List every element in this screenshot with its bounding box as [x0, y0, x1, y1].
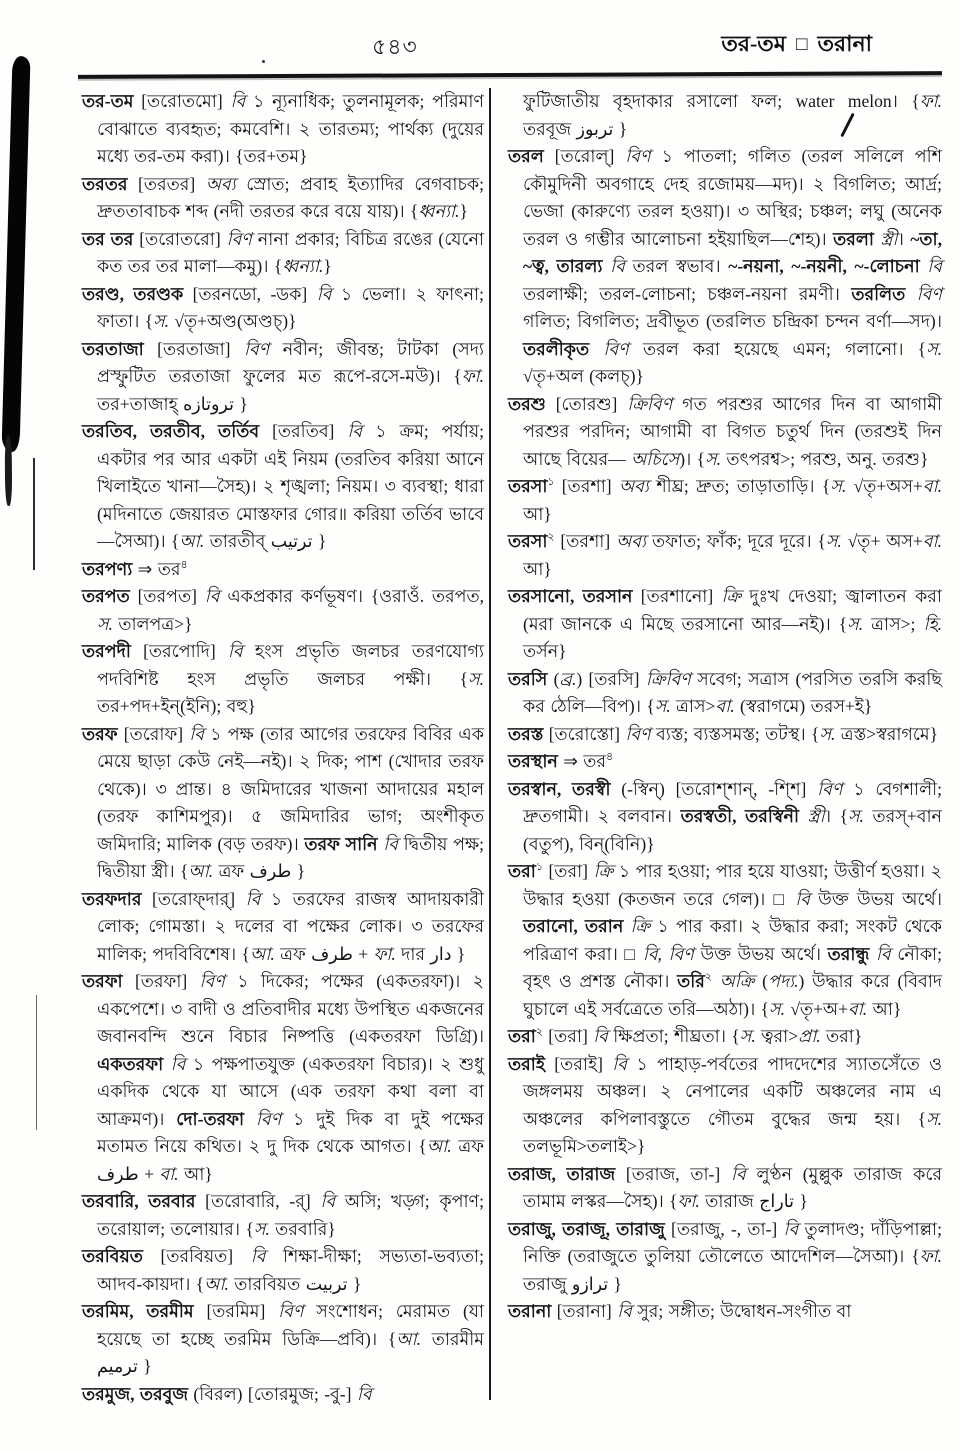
- grammar-label: ক্রিবিণ: [627, 393, 673, 414]
- definition-text: উক্ত উভয় অর্থে।: [809, 888, 943, 909]
- headword: তরফ: [82, 723, 118, 744]
- definition-text: একপ্রকার কর্ণভূষণ। {ওরাওঁ. তরপত,: [219, 586, 485, 606]
- definition-text: শিক্ষা-দীক্ষা; সভ্যতা-ভব্যতা; আদব-কায়দা। {: [97, 1246, 484, 1294]
- headword: তরলিত: [851, 283, 906, 304]
- definition-text: ১ ক্রম; পর্যায়; একটার পর আর একটা এই নিয়ম (তরতিব করিয়া আনে খিলাইতে খানা—সৈহ)। ২ শৃঙ্খলা; নিয়ম। ৩ ব্যবস্থা; ধারা (মদিনাতে জেয়ারত মোস্তফার গোর॥ করিয়া তর্তিব ভাবে—সৈআ)। {: [97, 421, 485, 551]
- definition-text: তফাত; ফাঁক; দূরে দূরে। {: [646, 531, 826, 551]
- grammar-label: আ.: [426, 1136, 452, 1156]
- definition-text: [তরনডো, -ডক]: [183, 283, 317, 304]
- dictionary-entry: [508, 858, 942, 1023]
- definition-text: [905, 284, 916, 304]
- definition-text: [তরোবারি, -র্]: [195, 1191, 321, 1211]
- definition-text: নৌকা; বৃহৎ ও প্রশস্ত নৌকা।: [523, 943, 942, 991]
- dictionary-entry: [82, 1243, 484, 1298]
- headword: তরবিয়ত: [82, 1246, 143, 1266]
- grammar-label: বা.: [847, 998, 868, 1019]
- definition-text: ত্রাস>: [670, 696, 716, 716]
- headword: তরানো, তরান: [523, 916, 624, 936]
- headword: তরাজু, তরাজূ, তারাজু: [508, 1218, 665, 1239]
- grammar-label: বি: [783, 1218, 799, 1239]
- grammar-label: আ.: [204, 1273, 229, 1294]
- dictionary-entry: [508, 1051, 942, 1161]
- definition-text: তৎপরশ্ব>; পরশু, অনু. তরশু}: [721, 448, 929, 469]
- headword: তরণ্ড, তরণ্ডক: [82, 283, 184, 304]
- definition-text: (স্বরাগমে) তরস+ই}: [734, 696, 873, 716]
- grammar-label: বিণ: [603, 338, 629, 359]
- definition-text: ১ পার হওয়া; পার হয়ে যাওয়া; উত্তীর্ণ হওয়া। ২ উদ্ধার হওয়া (কতজন তরে গেল)। □: [523, 861, 942, 909]
- page-number: ৫৪৩: [372, 34, 418, 59]
- grammar-label: স.: [705, 448, 722, 469]
- grammar-label: অক্রি: [719, 971, 755, 991]
- grammar-label: বিণ: [199, 971, 225, 991]
- definition-text: নানা প্রকার; বিচিত্র রঙের (যেনো কত তর তর মালা—কমু)। {: [97, 228, 484, 276]
- grammar-label: প্রা.: [798, 1026, 821, 1046]
- definition-text: [589, 339, 603, 359]
- headword: ~তা, ~ত্ব, তারল্য: [523, 228, 942, 276]
- definition-text: আ}: [523, 503, 552, 524]
- definition-text: ১ পাতলা; গলিত (তরল সলিলে পশি কৌমুদিনী অবগাহে দেহ রজোময়—মদ)। ২ বিগলিত; আর্দ্র; ভেজা (কারুণ্যে তরল হওয়া)। ৩ অস্থির; চঞ্চল; লঘু (অনেক তরল ও গম্ভীর আলোচনা হইয়াছিল—শেহ)।: [523, 146, 942, 249]
- definition-text: তারমীম ترميم }: [97, 1328, 484, 1376]
- grammar-label: বি: [316, 283, 332, 304]
- headword: তরস্বান, তরস্বী: [508, 778, 611, 799]
- grammar-label: স.: [847, 806, 864, 826]
- definition-text: তালপত্র>}: [112, 613, 193, 634]
- grammar-label: আ.: [249, 943, 275, 964]
- definition-text: [602, 256, 610, 276]
- definition-text: [তরমিম]: [193, 1301, 279, 1321]
- grammar-label: বিণ: [625, 723, 651, 744]
- dictionary-entry: [508, 583, 942, 666]
- definition-text: ১ ভেলা। ২ ফাৎনা; ফাতা। {: [97, 283, 484, 331]
- scan-line-artifact: [33, 458, 35, 570]
- definition-text: [তরোল্]: [543, 146, 626, 166]
- grammar-label: বি: [617, 1301, 632, 1321]
- grammar-label: অচিসে: [631, 448, 680, 469]
- headword: তরসা: [508, 531, 548, 551]
- definition-text: [তোরশু]: [545, 393, 628, 414]
- grammar-label: বা.: [159, 1163, 179, 1184]
- grammar-label: স.: [926, 1108, 942, 1129]
- grammar-label: ফা.: [461, 366, 484, 386]
- dictionary-entry: [508, 143, 942, 391]
- grammar-label: বা.: [922, 476, 942, 496]
- definition-text: ১ পাহাড়-পর্বতের পাদদেশের স্যাতসেঁতে ও জঙ্গলময় অঞ্চল। ২ নেপালের একটি অঞ্চলের নাম এ অঞ্চলের কপিলাবস্তুতে গৌতম বুদ্ধের জন্ম হয়। {: [523, 1053, 943, 1129]
- headword: একতরফা: [97, 1053, 164, 1074]
- dictionary-entry: [508, 666, 942, 721]
- definition-text: দুঃখ দেওয়া; জ্বালাতন করা (মরা জানকে এ মিছে তরসানো আর—নই)। {: [523, 586, 942, 634]
- definition-text: লুণ্ঠন (মুল্লুক তারাজ করে তামাম লস্কর—সৈহ)। {: [523, 1163, 942, 1211]
- grammar-label: আ.: [179, 531, 205, 551]
- grammar-label: ধ্বন্যা.: [282, 256, 324, 276]
- headword: তরতর: [82, 173, 128, 194]
- grammar-label: বি: [250, 1246, 266, 1266]
- grammar-label: ফা.: [919, 1246, 942, 1266]
- homonym-superscript: ৪: [180, 558, 188, 571]
- definition-text: [তরশানো]: [632, 586, 722, 606]
- grammar-label: স.: [847, 613, 864, 634]
- definition-text: [তরপত]: [129, 586, 205, 606]
- homonym-superscript: ৪: [606, 751, 614, 764]
- dictionary-entry: [82, 583, 484, 638]
- homonym-superscript: ১: [535, 861, 543, 874]
- grammar-label: ধ্বন্যা.: [418, 201, 460, 221]
- headword: তরাই: [508, 1053, 545, 1074]
- homonym-superscript: ২: [704, 971, 712, 984]
- dictionary-entry: [508, 1298, 942, 1326]
- definition-text: তারবিয়ত تربيت }: [228, 1273, 362, 1294]
- definition-text: ত্রফ طرف +: [97, 1136, 484, 1184]
- definition-text: [তরতর]: [127, 173, 206, 194]
- grammar-label: স.: [830, 476, 847, 496]
- definition-text: ১ তরফের রাজস্ব আদায়কারী লোক; গোমস্তা। ২ দলের বা পক্ষের লোক। ৩ তরফের মালিক; পদবিবিশেষ। {: [97, 888, 484, 964]
- definition-text: তরবূজ تربوز }: [523, 118, 628, 139]
- grammar-label: বিণ: [625, 146, 651, 166]
- grammar-label: বি: [245, 888, 261, 909]
- dictionary-entry: [82, 1381, 484, 1409]
- grammar-label: ফা.: [919, 91, 942, 111]
- homonym-superscript: ১: [547, 476, 555, 489]
- grammar-label: বা.: [715, 696, 735, 716]
- dictionary-entry: [82, 171, 484, 226]
- definition-text: [তরানা]: [551, 1301, 618, 1321]
- guide-word-right: তরানা: [817, 31, 872, 56]
- headword: তরলা: [833, 228, 875, 249]
- grammar-label: স.: [253, 1218, 270, 1239]
- definition-text: তর+পদ+ইন্(ইনি); বহু}: [97, 696, 256, 716]
- grammar-label: স্ত্রী: [807, 806, 825, 826]
- definition-text: √তৃ+অল (কলচ্)}: [523, 366, 644, 386]
- column-divider: [489, 88, 491, 1400]
- definition-text: √তৃ+অণ্ড(অণ্ডচ্)}: [169, 311, 297, 331]
- grammar-label: স.: [654, 696, 671, 716]
- grammar-label: আ.: [188, 861, 214, 881]
- grammar-label: স.: [97, 613, 113, 634]
- headword: তরপত: [82, 586, 130, 606]
- headword: তরস্থান: [508, 751, 558, 771]
- dictionary-entry: [82, 968, 484, 1188]
- definition-text: ত্রফ طرف }: [213, 861, 306, 881]
- dictionary-entry: [82, 226, 484, 281]
- definition-text: তর+তাজাহ্ تروتازه }: [97, 393, 248, 414]
- definition-text: গলিত; বিগলিত; দ্রবীভূত (তরলিত চন্দ্রিকা চন্দন বর্ণা—সদ)।: [523, 311, 942, 331]
- headword: তরলীকৃত: [523, 338, 590, 359]
- grammar-label: বিণ: [916, 283, 943, 304]
- definition-text: তরবারি}: [269, 1218, 336, 1239]
- definition-text: }: [323, 256, 332, 276]
- definition-text: ) উদ্ধার করে (বিবাদ ঘুচালে এই সর্বত্রেতে তরি—অঠা)। {: [523, 971, 943, 1019]
- dictionary-entry: [82, 886, 484, 969]
- dictionary-entry: [82, 721, 484, 886]
- grammar-label: স.: [769, 998, 785, 1019]
- grammar-label: বি: [170, 1053, 186, 1074]
- dictionary-entry: [508, 748, 942, 776]
- headword: তর তর: [82, 228, 134, 249]
- grammar-label: অব্য: [616, 531, 647, 551]
- scan-line-faint-artifact: [36, 995, 37, 1130]
- headword: তরশু: [508, 393, 546, 414]
- grammar-label: বি: [730, 1163, 746, 1184]
- definition-text: }: [459, 201, 468, 221]
- headword: ~-নয়না, ~-নয়নী, ~-লোচনা: [728, 256, 920, 276]
- definition-text: [তরতিব]: [259, 421, 348, 441]
- definition-text: ১ বেগশালী; দ্রুতগামী। ২ বলবান।: [523, 778, 943, 826]
- definition-text: [তরোফ্দার্]: [141, 888, 246, 909]
- definition-text: তরস্+বান (বতুপ), বিন্(বিনি)}: [523, 806, 942, 854]
- guide-word-left: তর-তম: [721, 31, 787, 56]
- headword: তরমিম, তরমীম: [82, 1301, 194, 1321]
- definition-text: তারাজ تاراج }: [699, 1191, 808, 1211]
- definition-text: √তৃ+অস+: [846, 476, 923, 496]
- headword: তর-তম: [82, 91, 134, 111]
- definition-text: (: [754, 971, 768, 991]
- headword: তরমুজ, তরবুজ: [82, 1383, 189, 1404]
- definition-text: হংস প্রভৃতি জলচর তরণযোগ্য পদবিশিষ্ট হংস প্রভৃতি জলচর পক্ষী। {: [97, 641, 484, 689]
- headword: তরপদী: [82, 641, 131, 661]
- homonym-superscript: ২: [547, 531, 555, 544]
- header-rule: [78, 71, 942, 79]
- definition-text: (বিরল) [তোরমুজ; -বু-]: [188, 1383, 357, 1404]
- headword: তরানা: [508, 1301, 552, 1321]
- definition-text: [তরা]: [542, 1026, 594, 1046]
- definition-text: উক্ত উভয় অর্থে।: [693, 943, 828, 964]
- grammar-label: বিণ: [255, 1108, 282, 1129]
- dictionary-entry: [82, 1298, 484, 1381]
- grammar-label: বি: [795, 888, 810, 909]
- definition-text: [712, 971, 720, 991]
- grammar-label: ক্রি: [593, 861, 614, 881]
- definition-text: ত্রস্ত>স্বরাগমে}: [835, 723, 939, 744]
- definition-text: [তরোস্তো]: [543, 723, 626, 744]
- grammar-label: ক্রিবিণ: [645, 668, 691, 689]
- dictionary-entry: [82, 336, 484, 419]
- dictionary-entry: [508, 88, 942, 143]
- definition-text: দার دار }: [395, 943, 466, 964]
- headword: দো-তরফা: [176, 1108, 245, 1129]
- definition-text: দ্বিতীয় পক্ষ; দ্বিতীয়া স্ত্রী। {: [97, 833, 484, 881]
- grammar-label: ব্র.: [559, 668, 577, 689]
- headword: তরা: [508, 1026, 536, 1046]
- headword: তরান্ধু: [827, 943, 870, 964]
- dictionary-entry: [82, 281, 484, 336]
- definition-text: গত পরশুর আগের দিন বা আগামী পরশুর পরদিন; আগামী বা বিগত চতুর্থ দিন (তরশুই দিন আছে বিয়ের—: [523, 393, 942, 469]
- definition-text: [869, 944, 876, 964]
- definition-text: আ}: [178, 1163, 213, 1184]
- grammar-label: বি: [612, 1053, 628, 1074]
- grammar-label: বিণ: [817, 778, 843, 799]
- definition-text: (-স্বিন্) [তরোশ্শান্, -শ্শি]: [610, 778, 818, 799]
- headword: তরফ সানি: [304, 833, 378, 854]
- dictionary-entry: [82, 418, 484, 556]
- definition-text: ।: [897, 228, 911, 249]
- dictionary-entry: [508, 391, 942, 474]
- square-separator-icon: □: [796, 33, 808, 55]
- definition-text: [তরাজু, -, তা-]: [664, 1218, 784, 1239]
- definition-text: ⇒ তর: [132, 558, 181, 579]
- definition-text: সুর; সঙ্গীত; উদ্বোধন-সংগীত বা: [631, 1301, 852, 1321]
- scan-speck-artifact: [262, 60, 265, 63]
- guide-words: [721, 27, 872, 64]
- grammar-label: বি: [593, 1026, 608, 1046]
- definition-text: ১ দিকের; পক্ষের (একতরফা)। ২ একপেশে। ৩ বাদী ও প্রতিবাদীর মধ্যে উপস্থিত একজনের জবানবন্দি শুনে বিচার নিষ্পত্তি (একতরফা ডিগ্রি)।: [97, 971, 484, 1046]
- grammar-label: বিণ: [243, 338, 270, 359]
- headword: তরাজ, তারাজ: [508, 1163, 616, 1184]
- definition-text: )। {: [679, 448, 706, 469]
- grammar-label: আ.: [396, 1328, 422, 1349]
- definition-text: [244, 1109, 256, 1129]
- definition-text: [তরোফ]: [117, 723, 190, 744]
- headword: তরসা: [508, 476, 548, 496]
- dictionary-entry: [82, 638, 484, 721]
- headword: তরসানো, তরসান: [508, 586, 633, 606]
- grammar-label: স.: [153, 311, 170, 331]
- grammar-label: স্ত্রী: [880, 228, 898, 249]
- dictionary-entry: [508, 776, 942, 859]
- grammar-label: বি: [356, 1383, 372, 1404]
- grammar-label: বিণ: [278, 1301, 304, 1321]
- grammar-label: ফা.: [373, 943, 396, 964]
- definition-text: তরা}: [820, 1026, 863, 1046]
- headword: তরতিব, তরতীব, তর্তিব: [82, 421, 260, 441]
- left-column: [82, 88, 484, 1408]
- definition-text: । {: [824, 806, 848, 826]
- definition-text: [তরোতমো]: [133, 91, 231, 111]
- right-column: [508, 88, 942, 1326]
- headword: তরস্ত: [508, 723, 544, 744]
- definition-text: তলভূমি>তলাই>}: [523, 1136, 646, 1156]
- definition-text: [623, 916, 630, 936]
- definition-text: [তরতাজা]: [143, 338, 244, 359]
- definition-text: [799, 806, 808, 826]
- headword: তরসি: [508, 668, 548, 689]
- grammar-label: বিণ: [226, 228, 252, 249]
- definition-text: নবীন; জীবন্ত; টাটকা (সদ্য প্রস্ফুটিত তরতাজা ফুলের মত রূপে-রসে-মউ)। {: [97, 338, 484, 386]
- definition-text: ১ পক্ষ (তার আগের তরফের বিবির এক মেয়ে ছাড়া কেউ নেই—নই)। ২ দিক; পাশ (খোদার তরফ থেকে)। ৩ প্রান্ত। ৪ জমিদারের খাজনা আদায়ের মহাল (তরফ কাশিমপুর)। ৫ জমিদারির ভাগ; অংশীকৃত জমিদারি; মালিক (বড় তরফ)।: [97, 723, 484, 854]
- definition-text: ) [তরসি]: [576, 668, 646, 689]
- dictionary-entry: [508, 1216, 942, 1299]
- definition-text: ১ পার করা। ২ উদ্ধার করা; সংকট থেকে পরিত্রাণ করা। □: [523, 916, 942, 964]
- grammar-label: বি, বিণ: [642, 943, 694, 964]
- dictionary-entry: [508, 1023, 942, 1051]
- definition-text: তরল স্বভাব।: [624, 256, 729, 276]
- grammar-label: বা.: [922, 531, 942, 551]
- headword: তরতাজা: [82, 338, 144, 359]
- grammar-label: বি: [189, 723, 205, 744]
- grammar-label: বি: [927, 256, 943, 276]
- definition-text: তরলাক্ষী; তরল-লোচনা; চঞ্চল-নয়না রমণী।: [523, 283, 852, 304]
- grammar-label: ক্রি: [630, 916, 651, 936]
- scan-binding-shadow-artifact: [1, 56, 30, 452]
- definition-text: সংশোধন; মেরামত (যা হয়েছে তা হচ্ছে তরমিম ডিক্রি—প্রবি)। {: [97, 1301, 484, 1349]
- dictionary-entry: [508, 473, 942, 528]
- definition-text: ১ ন্যূনাধিক; তুলনামূলক; পরিমাণ বোঝাতে ব্যবহৃত; কমবেশি। ২ তারতম্য; পার্থক্য (দুয়ের মধ্যে তর-তম করা)। {তর+তম}: [97, 91, 484, 166]
- headword: তরফদার: [82, 888, 142, 909]
- grammar-label: বি: [230, 91, 246, 111]
- definition-text: শীঘ্র; দ্রুত; তাড়াতাড়ি। {: [648, 476, 831, 496]
- definition-text: তুলাদণ্ড; দাঁড়িপাল্লা; নিক্তি (তরাজুতে তুলিয়া তৌলেতে আদেশিল—সৈআ)। {: [523, 1218, 942, 1266]
- grammar-label: বি: [875, 943, 891, 964]
- grammar-label: ক্রি: [721, 586, 742, 606]
- grammar-label: পদ্য.: [767, 971, 799, 991]
- definition-text: ১ দুই দিক বা দুই পক্ষের মতামত নিয়ে কথিত। ২ দু দিক থেকে আগত। {: [97, 1108, 485, 1156]
- definition-text: [তরোতরো]: [133, 228, 227, 249]
- dictionary-entry: [508, 528, 942, 583]
- definition-text: ১ পক্ষপাতযুক্ত (একতরফা বিচার)। ২ শুধু একদিক থেকে যা আসে (এক তরফা কথা বলা বা আক্রমণ)।: [97, 1053, 485, 1129]
- headword: তরবারি, তরবার: [82, 1191, 196, 1211]
- dictionary-entry: [82, 556, 484, 584]
- grammar-label: স.: [468, 668, 484, 689]
- definition-text: স্রোত; প্রবাহ ইত্যাদির বেগবাচক; দ্রুততাবাচক শব্দ (নদী তরতর করে বয়ে যায়)। {: [97, 173, 484, 221]
- headword: তরল: [508, 146, 544, 166]
- grammar-label: বি: [383, 833, 398, 854]
- definition-text: √তৃ+ অস+: [841, 531, 923, 551]
- definition-text: [তরশা]: [554, 531, 617, 551]
- definition-text: (: [547, 668, 560, 689]
- definition-text: তরল করা হয়েছে এমন; গলানো। {: [628, 338, 927, 359]
- definition-text: ⇒ তর: [557, 751, 607, 771]
- headword: তরি: [677, 971, 705, 991]
- definition-text: [তরাই]: [544, 1053, 613, 1074]
- definition-text: [তরশা]: [554, 476, 619, 496]
- grammar-label: অব্য: [205, 173, 236, 194]
- dictionary-entry: [508, 1161, 942, 1216]
- grammar-label: বি: [610, 256, 625, 276]
- grammar-label: বি: [227, 641, 243, 661]
- definition-text: [তরা]: [542, 861, 594, 881]
- definition-text: সবেগ; সত্রাস (পরসিত তরসি করছি কর ঠেলি—বিপ)। {: [523, 668, 943, 716]
- definition-text: ত্রফ طرف +: [274, 943, 374, 964]
- definition-text: অসি; খড়্গ; কৃপাণ; তরোয়াল; তলোয়ার। {: [97, 1191, 484, 1239]
- grammar-label: হি.: [923, 613, 943, 634]
- dictionary-entry: [82, 1188, 484, 1243]
- headword: তরা: [508, 861, 536, 881]
- definition-text: ত্রাস>;: [863, 613, 924, 634]
- grammar-label: স.: [825, 531, 842, 551]
- homonym-superscript: ২: [535, 1026, 543, 1039]
- dictionary-entry: [508, 721, 942, 749]
- definition-text: ক্ষিপ্রতা; শীঘ্রতা। {: [607, 1026, 740, 1046]
- definition-text: আ}: [523, 558, 552, 579]
- grammar-label: বি: [204, 586, 220, 606]
- headword: তরস্বতী, তরস্বিনী: [680, 806, 800, 826]
- definition-text: ব্যস্ত; ব্যস্তসমস্ত; তটস্থ। {: [650, 723, 820, 744]
- headword: তরপণ্য: [82, 558, 133, 579]
- definition-text: [তরপোদি]: [130, 641, 228, 661]
- dictionary-entry: [82, 88, 484, 171]
- grammar-label: স.: [926, 338, 943, 359]
- definition-text: ত্বরা>: [755, 1026, 799, 1046]
- grammar-label: বি: [320, 1191, 336, 1211]
- grammar-label: ফা.: [677, 1191, 700, 1211]
- grammar-label: স.: [819, 723, 836, 744]
- headword: তরফা: [82, 971, 123, 991]
- definition-text: তর্সন}: [523, 641, 567, 661]
- definition-text: √তৃ+অ+: [784, 998, 848, 1019]
- grammar-label: স.: [739, 1026, 756, 1046]
- definition-text: তারতীব্ ترتيب }: [204, 531, 327, 551]
- grammar-label: বি: [347, 421, 363, 441]
- definition-text: [তরাজ, তা-]: [615, 1163, 731, 1184]
- definition-text: তরাজু ترازو }: [523, 1273, 622, 1294]
- definition-text: [163, 1054, 170, 1074]
- definition-text: [তরফা]: [122, 971, 200, 991]
- definition-text: ফুটিজাতীয় বৃহদাকার রসালো ফল; water melon। {: [523, 91, 920, 111]
- definition-text: [তরবিয়ত]: [142, 1246, 251, 1266]
- grammar-label: অব্য: [618, 476, 649, 496]
- definition-text: আ}: [867, 998, 902, 1019]
